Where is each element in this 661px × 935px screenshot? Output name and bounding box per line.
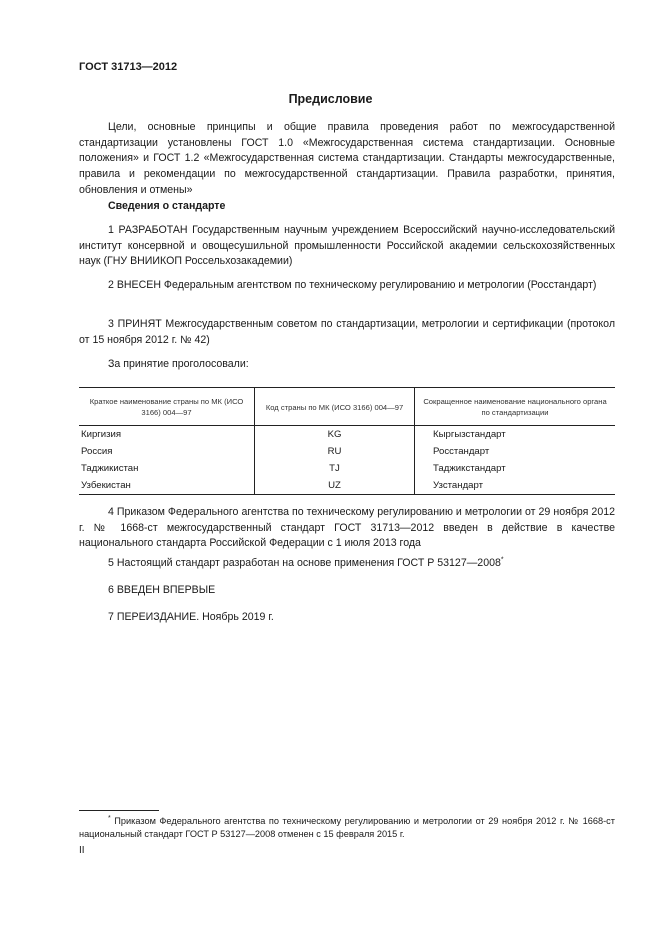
table-header-code: Код страны по МК (ИСО 3166) 004—97 xyxy=(255,388,415,426)
table-header-body: Сокращенное наименование национального органа по стандартизации xyxy=(415,388,616,426)
footnote xyxy=(79,815,615,841)
page-title: Предисловие xyxy=(288,92,373,106)
intro-paragraph: Цели, основные принципы и общие правила проведения работ по межгосударственной стандартизации установлены ГОСТ 1.0 «Межгосударственная система стандартизации. Основные положения» и ГОСТ 1.2 «Межгосударственная система стандартизации. Стандарты межгосударственные, правила и рекомендации по межгосударственной стандартизации. Правила разработки, принятия, обновления и отмены» xyxy=(79,121,615,196)
item-4-paragraph: 4 Приказом Федерального агентства по техническому регулированию и метрологии от 29 ноября 2012 г. № 1668-ст межгосударственный стандарт ГОСТ 31713—2012 введен в действие в качестве национального стандарта Российской Федерации с 1 июля 2013 года xyxy=(79,506,615,550)
table-cell-country: Таджикистан xyxy=(79,460,255,477)
standard-code: ГОСТ 31713—2012 xyxy=(79,61,178,73)
vote-intro: За принятие проголосовали: xyxy=(108,358,249,370)
item-2-paragraph: 2 ВНЕСЕН Федеральным агентством по техническому регулированию и метрологии (Росстандарт) xyxy=(108,279,597,291)
table-cell-code: TJ xyxy=(255,460,415,477)
table-row xyxy=(79,443,615,460)
table-cell-country: Россия xyxy=(79,443,255,460)
table-cell-code: RU xyxy=(255,443,415,460)
item-6-paragraph: 6 ВВЕДЕН ВПЕРВЫЕ xyxy=(108,584,216,596)
table-cell-body: Росстандарт xyxy=(433,446,490,457)
table-cell-code: KG xyxy=(255,426,415,444)
footnote-divider xyxy=(79,810,159,811)
table-cell-body: Узстандарт xyxy=(415,477,616,495)
page-number: II xyxy=(79,845,85,856)
item-1-paragraph: 1 РАЗРАБОТАН Государственным научным учреждением Всероссийский научно-исследовательский институт консервной и овощесушильной промышленности Российской академии сельскохозяйственных наук (ГНУ ВНИИКОП Россельхозакадемии) xyxy=(79,224,615,268)
table-header-row xyxy=(79,388,615,426)
footnote-text: Приказом Федерального агентства по техническому регулированию и метрологии от 29 ноября 2012 г. № 1668-ст национальный стандарт ГОСТ Р 53127—2008 отменен с 15 февраля 2015 г. xyxy=(79,816,615,840)
table-row xyxy=(79,460,615,477)
item-5-paragraph xyxy=(79,556,615,572)
table-cell-body: Таджикстандарт xyxy=(433,463,506,474)
item-3-paragraph: 3 ПРИНЯТ Межгосударственным советом по стандартизации, метрологии и сертификации (протокол от 15 ноября 2012 г. № 42) xyxy=(79,318,615,346)
table-header-country: Краткое наименование страны по МК (ИСО 3166) 004—97 xyxy=(79,388,255,426)
table-row xyxy=(79,477,615,495)
item-5-text: 5 Настоящий стандарт разработан на основе применения ГОСТ Р 53127—2008 xyxy=(108,557,501,569)
footnote-mark: * xyxy=(108,814,111,822)
table-cell-body: Кыргызстандарт xyxy=(433,429,506,440)
table-cell-code: UZ xyxy=(255,477,415,495)
table-cell-country: Киргизия xyxy=(79,426,255,444)
footnote-reference-mark: * xyxy=(500,556,504,564)
section-heading: Сведения о стандарте xyxy=(108,200,226,212)
table-cell-country: Узбекистан xyxy=(79,477,255,495)
member-states-table xyxy=(79,387,615,495)
table-row xyxy=(79,426,615,444)
item-7-paragraph: 7 ПЕРЕИЗДАНИЕ. Ноябрь 2019 г. xyxy=(108,611,274,623)
